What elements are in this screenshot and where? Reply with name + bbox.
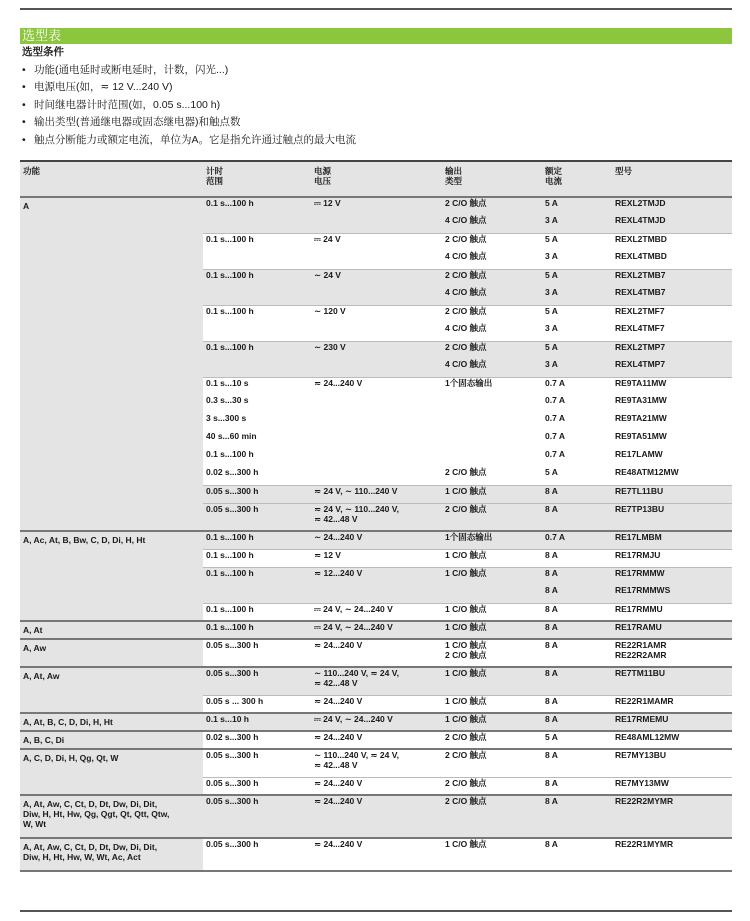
function-cell: A, At, Aw, C, Ct, D, Dt, Dw, Di, Dit, Diw, H, Ht, Hw, Qg, Qgt, Qt, Qtt, Qtw, W, Wt [20,795,203,838]
output-cell: 2 C/O 触点 [442,269,542,287]
table-row [20,197,732,215]
current-cell: 8 A [542,777,612,795]
model-cell: RE22R1MAMR [612,695,732,713]
current-cell: 8 A [542,503,612,531]
range-cell [203,251,311,269]
range-cell: 0.1 s...100 h [203,233,311,251]
current-cell: 8 A [542,749,612,777]
model-cell: REXL4TMF7 [615,323,665,333]
range-cell: 0.02 s...300 h [206,467,259,477]
function-cell: A, At, Aw [20,667,203,713]
output-cell: 1 C/O 触点 2 C/O 触点 [442,639,542,667]
model-cell: RE7TL11BU [612,485,732,503]
current-cell: 8 A [542,667,612,695]
function-cell: A, B, C, Di [20,731,203,749]
header-model: 型号 [612,161,732,197]
output-cell: 2 C/O 触点 [442,233,542,251]
current-cell: 0.7 A [542,531,612,549]
model-cell: REXL2TMB7 [612,269,732,287]
voltage-cell: ∼ 230 V [311,341,442,359]
range-cell: 0.05 s...300 h [203,503,311,531]
header-current: 额定 电流 [542,161,612,197]
section-title: 选型表 [20,28,732,44]
model-cell: REXL2TMBD [612,233,732,251]
table-row [20,838,732,871]
function-cell: A, Ac, At, B, Bw, C, D, Di, H, Ht [20,531,203,621]
current-cell: 5 A [545,467,558,477]
criteria-item: • 功能(通电延时或断电延时，计数，闪光...) [22,62,732,80]
bullet-icon: • [22,81,26,93]
range-cell: 40 s...60 min [206,431,257,441]
voltage-cell [311,449,442,467]
voltage-cell: ≂ 24...240 V [311,731,442,749]
range-cell: 0.02 s...300 h [203,731,311,749]
criteria-item: • 输出类型(普通继电器或固态继电器)和触点数 [22,114,732,132]
output-cell: 1 C/O 触点 [442,667,542,695]
model-cell: RE9TA11MW [612,377,732,395]
voltage-cell: ≂ 12...240 V [311,567,442,585]
model-cell: REXL4TMB7 [612,287,732,305]
model-cell: RE22R1MYMR [612,838,732,871]
current-cell: 5 A [542,305,612,323]
voltage-cell [311,413,442,431]
current-cell: 3 A [545,251,558,261]
voltage-cell [311,431,442,449]
criteria-item: • 时间继电器计时范围(如，0.05 s...100 h) [22,97,732,115]
range-cell [203,287,311,305]
model-cell: RE9TA21MW [615,413,667,423]
output-cell: 2 C/O 触点 [442,341,542,359]
current-cell: 8 A [542,621,612,639]
model-cell: RE7MY13MW [612,777,732,795]
model-cell: RE17RMJU [612,549,732,567]
bullet-icon: • [22,63,26,76]
range-cell: 0.1 s...100 h [203,197,311,215]
current-cell: 8 A [542,549,612,567]
bullet-icon: • [22,98,26,111]
range-cell: 0.1 s...100 h [206,449,254,459]
output-cell: 4 C/O 触点 [442,287,542,305]
voltage-cell: ≂ 24...240 V [311,838,442,871]
range-cell [203,585,311,603]
current-cell: 5 A [542,233,612,251]
output-cell: 2 C/O 触点 [442,749,542,777]
model-cell: RE17RMMWS [612,585,732,603]
output-cell: 1 C/O 触点 [442,485,542,503]
range-cell: 0.05 s...300 h [203,777,311,795]
current-cell: 3 A [542,215,612,233]
output-cell: 2 C/O 触点 [442,777,542,795]
criteria-item: • 触点分断能力或额定电流，单位为A。它是指允许通过触点的最大电流 [22,132,732,150]
range-cell: 0.1 s...10 s [203,377,311,395]
header-voltage: 电源 电压 [311,161,442,197]
model-cell: RE7TP13BU [612,503,732,531]
table-row [20,667,732,695]
voltage-cell: ⎓ 12 V [311,197,442,215]
function-cell: A, At, Aw, C, Ct, D, Dt, Dw, Di, Dit, Diw, H, Ht, Hw, W, Wt, Ac, Act [20,838,203,871]
header-range: 计时 范围 [203,161,311,197]
table-row [20,749,732,777]
output-cell: 1个固态输出 [442,377,542,395]
model-cell: RE48ATM12MW [615,467,679,477]
range-cell: 0.3 s...30 s [206,395,249,405]
function-cell: A [20,197,203,531]
model-cell: REXL2TMJD [612,197,732,215]
output-cell: 1 C/O 触点 [442,713,542,731]
range-cell: 0.05 s...300 h [203,795,311,838]
model-cell: RE17RMEMU [612,713,732,731]
output-cell: 1 C/O 触点 [442,695,542,713]
range-cell [203,323,311,341]
voltage-cell [311,585,442,603]
function-cell: A, At [20,621,203,639]
range-cell: 0.1 s...100 h [203,549,311,567]
table-row [20,795,732,838]
voltage-cell: ⎓ 24 V [311,233,442,251]
output-cell [442,449,542,467]
range-cell: 0.05 s...300 h [203,838,311,871]
range-cell: 0.1 s...100 h [203,269,311,287]
voltage-cell [311,215,442,233]
output-cell: 1 C/O 触点 [442,621,542,639]
voltage-cell [311,359,442,377]
current-cell: 8 A [542,695,612,713]
output-cell: 2 C/O 触点 [442,197,542,215]
voltage-cell: ≂ 12 V [311,549,442,567]
range-cell: 3 s...300 s [206,413,247,423]
voltage-cell: ≂ 24...240 V [311,639,442,667]
table-row [20,713,732,731]
voltage-cell: ≂ 24 V, ∼ 110...240 V [311,485,442,503]
current-cell: 0.7 A [545,449,566,459]
voltage-cell [311,467,442,485]
current-cell: 3 A [542,359,612,377]
output-cell [442,413,542,431]
range-cell [203,359,311,377]
output-cell: 2 C/O 触点 [442,503,542,531]
range-cell: 0.1 s...100 h [203,621,311,639]
current-cell: 8 A [542,567,612,585]
model-cell: RE17RMMU [612,603,732,621]
current-cell: 8 A [542,639,612,667]
voltage-cell: ≂ 24...240 V [311,777,442,795]
voltage-cell: ∼ 110...240 V, ≂ 24 V, ≂ 42...48 V [311,667,442,695]
model-cell: REXL4TMP7 [612,359,732,377]
voltage-cell: ∼ 120 V [311,305,442,323]
current-cell: 8 A [542,485,612,503]
current-cell: 5 A [542,731,612,749]
output-cell: 1个固态输出 [442,531,542,549]
function-cell: A, At, B, C, D, Di, H, Ht [20,713,203,731]
output-cell: 4 C/O 触点 [445,323,487,333]
range-cell: 0.05 s...300 h [203,749,311,777]
model-cell: REXL4TMJD [612,215,732,233]
criteria-item: • 电源电压(如，≂ 12 V...240 V) [22,79,732,97]
current-cell: 0.7 A [545,413,566,423]
selection-table [20,160,732,872]
table-row [20,639,732,667]
output-cell: 1 C/O 触点 [442,567,542,585]
output-cell: 2 C/O 触点 [442,795,542,838]
voltage-cell [311,323,442,341]
header-function: 功能 [20,161,203,197]
model-cell: RE7MY13BU [612,749,732,777]
voltage-cell: ∼ 24 V [311,269,442,287]
table-row [20,621,732,639]
voltage-cell: ≂ 24...240 V [311,795,442,838]
current-cell: 0.7 A [545,395,566,405]
output-cell [442,395,542,413]
current-cell: 5 A [542,269,612,287]
bottom-rule [20,910,732,912]
current-cell: 8 A [542,795,612,838]
range-cell: 0.1 s...100 h [203,531,311,549]
model-cell: RE48AML12MW [612,731,732,749]
current-cell: 8 A [542,713,612,731]
range-cell: 0.1 s...100 h [203,305,311,323]
top-rule [20,8,732,10]
criteria-title: 选型条件 [22,46,64,58]
model-cell: RE9TA51MW [615,431,667,441]
current-cell: 3 A [542,287,612,305]
range-cell: 0.05 s ... 300 h [203,695,311,713]
table-row [20,731,732,749]
range-cell: 0.1 s...100 h [203,603,311,621]
model-cell: RE17LAMW [615,449,663,459]
voltage-cell: ⎓ 24 V, ∼ 24...240 V [311,603,442,621]
range-cell [203,215,311,233]
output-cell: 1 C/O 触点 [442,603,542,621]
voltage-cell [311,251,442,269]
current-cell: 5 A [542,341,612,359]
range-cell: 0.05 s...300 h [203,639,311,667]
output-cell: 4 C/O 触点 [442,215,542,233]
model-cell: RE9TA31MW [615,395,667,405]
range-cell: 0.05 s...300 h [203,667,311,695]
model-cell: RE7TM11BU [612,667,732,695]
model-cell: RE17RMMW [612,567,732,585]
function-cell: A, C, D, Di, H, Qg, Qt, W [20,749,203,795]
output-cell: 2 C/O 触点 [442,731,542,749]
voltage-cell: ⎓ 24 V, ∼ 24...240 V [311,621,442,639]
voltage-cell: ⎓ 24 V, ∼ 24...240 V [311,713,442,731]
output-cell: 1 C/O 触点 [442,549,542,567]
range-cell: 0.05 s...300 h [203,485,311,503]
voltage-cell: ≂ 24...240 V [311,695,442,713]
bullet-icon: • [22,133,26,146]
voltage-cell: ∼ 110...240 V, ≂ 24 V, ≂ 42...48 V [311,749,442,777]
range-cell: 0.1 s...100 h [203,341,311,359]
current-cell: 0.7 A [545,431,566,441]
model-cell: REXL4TMBD [615,251,667,261]
header-output: 输出 类型 [442,161,542,197]
table-header [20,161,732,197]
model-cell: RE22R2MYMR [612,795,732,838]
output-cell [442,585,542,603]
model-cell: REXL2TMF7 [612,305,732,323]
current-cell: 5 A [542,197,612,215]
current-cell: 8 A [542,838,612,871]
model-cell: RE17LMBM [612,531,732,549]
voltage-cell: ≂ 24 V, ∼ 110...240 V, ≂ 42...48 V [311,503,442,531]
table-row [20,531,732,549]
bullet-icon: • [22,116,26,128]
range-cell: 0.1 s...10 h [203,713,311,731]
voltage-cell [311,395,442,413]
model-cell: RE22R1AMR RE22R2AMR [612,639,732,667]
selection-criteria [20,44,732,150]
output-cell: 1 C/O 触点 [442,838,542,871]
range-cell: 0.1 s...100 h [203,567,311,585]
output-cell: 2 C/O 触点 [445,467,487,477]
voltage-cell: ≂ 24...240 V [311,377,442,395]
current-cell: 8 A [542,603,612,621]
voltage-cell [311,287,442,305]
output-cell [442,431,542,449]
voltage-cell: ∼ 24...240 V [311,531,442,549]
current-cell: 0.7 A [542,377,612,395]
current-cell: 8 A [542,585,612,603]
output-cell: 4 C/O 触点 [445,251,487,261]
current-cell: 3 A [545,323,558,333]
output-cell: 4 C/O 触点 [442,359,542,377]
model-cell: REXL2TMP7 [612,341,732,359]
function-cell: A, Aw [20,639,203,667]
model-cell: RE17RAMU [612,621,732,639]
output-cell: 2 C/O 触点 [442,305,542,323]
